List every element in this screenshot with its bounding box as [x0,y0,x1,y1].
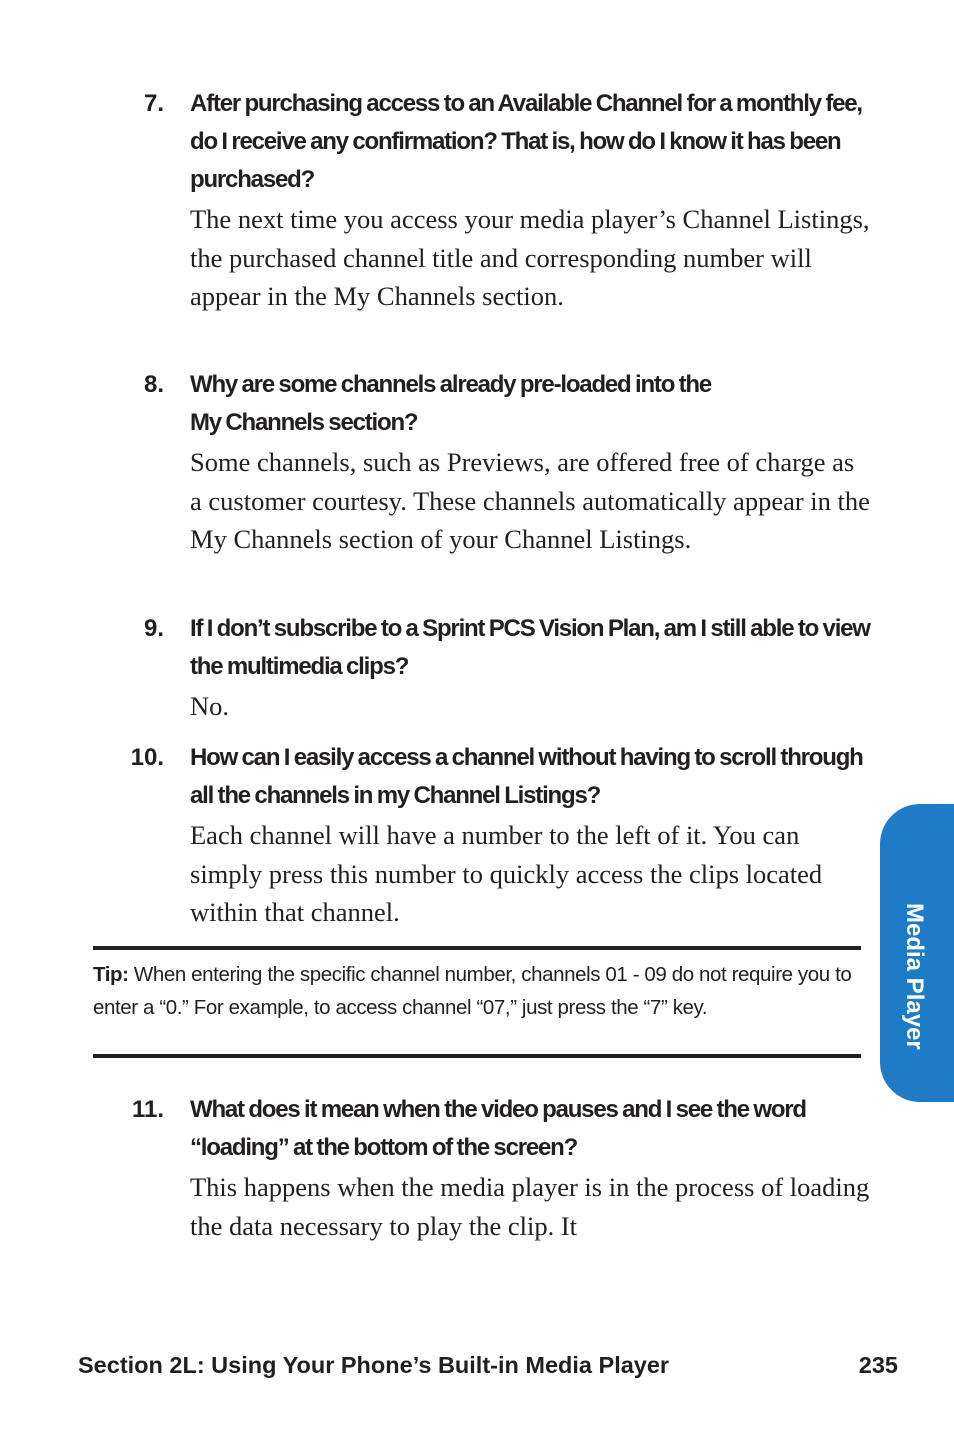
tip-text [93,958,861,1024]
question-number: 9. [143,615,164,642]
tip-label: Tip: [93,963,129,986]
question-title: How can I easily access a channel without having to scroll through all the channels in my Channel Listings? [190,744,863,809]
question-title [190,366,870,442]
side-tab-label: Media Player [901,903,928,1050]
question-title-line: My Channels section? [190,409,418,436]
question-number: 11. [131,1096,164,1123]
question-title: After purchasing access to an Available Channel for a monthly fee, do I receive any confirmation? That is, how do I know it has been purchased? [190,90,862,193]
footer-section-title: Section 2L: Using Your Phone’s Built-in Media Player [78,1352,670,1378]
question-answer: No. [190,691,230,721]
question-answer: The next time you access your media player’s Channel Listings, the purchased channel title and corresponding number will appear in the My Channels section. [190,204,870,311]
tip-body: When entering the specific channel number, channels 01 - 09 do not require you to enter a “0.” For example, to access channel “07,” just press the “7” key. [93,963,852,1019]
tip-box [93,946,861,1058]
question-number: 8. [143,371,164,398]
question-title: What does it mean when the video pauses and I see the word “loading” at the bottom of the screen? [190,1096,806,1161]
question-number: 7. [143,90,164,117]
question-number: 10. [130,744,164,771]
question-answer: This happens when the media player is in the process of loading the data necessary to play the clip. It [190,1172,870,1241]
question-answer: Some channels, such as Previews, are offered free of charge as a customer courtesy. These channels automatically appear in the My Channels section of your Channel Listings. [190,447,870,554]
page-number: 235 [858,1352,898,1378]
question-answer: Each channel will have a number to the left of it. You can simply press this number to quickly access the clips located within that channel. [190,820,823,927]
question-title-line: Why are some channels already pre-loaded into the [190,371,712,398]
question-title: If I don’t subscribe to a Sprint PCS Vision Plan, am I still able to view the multimedia clips? [190,615,870,680]
